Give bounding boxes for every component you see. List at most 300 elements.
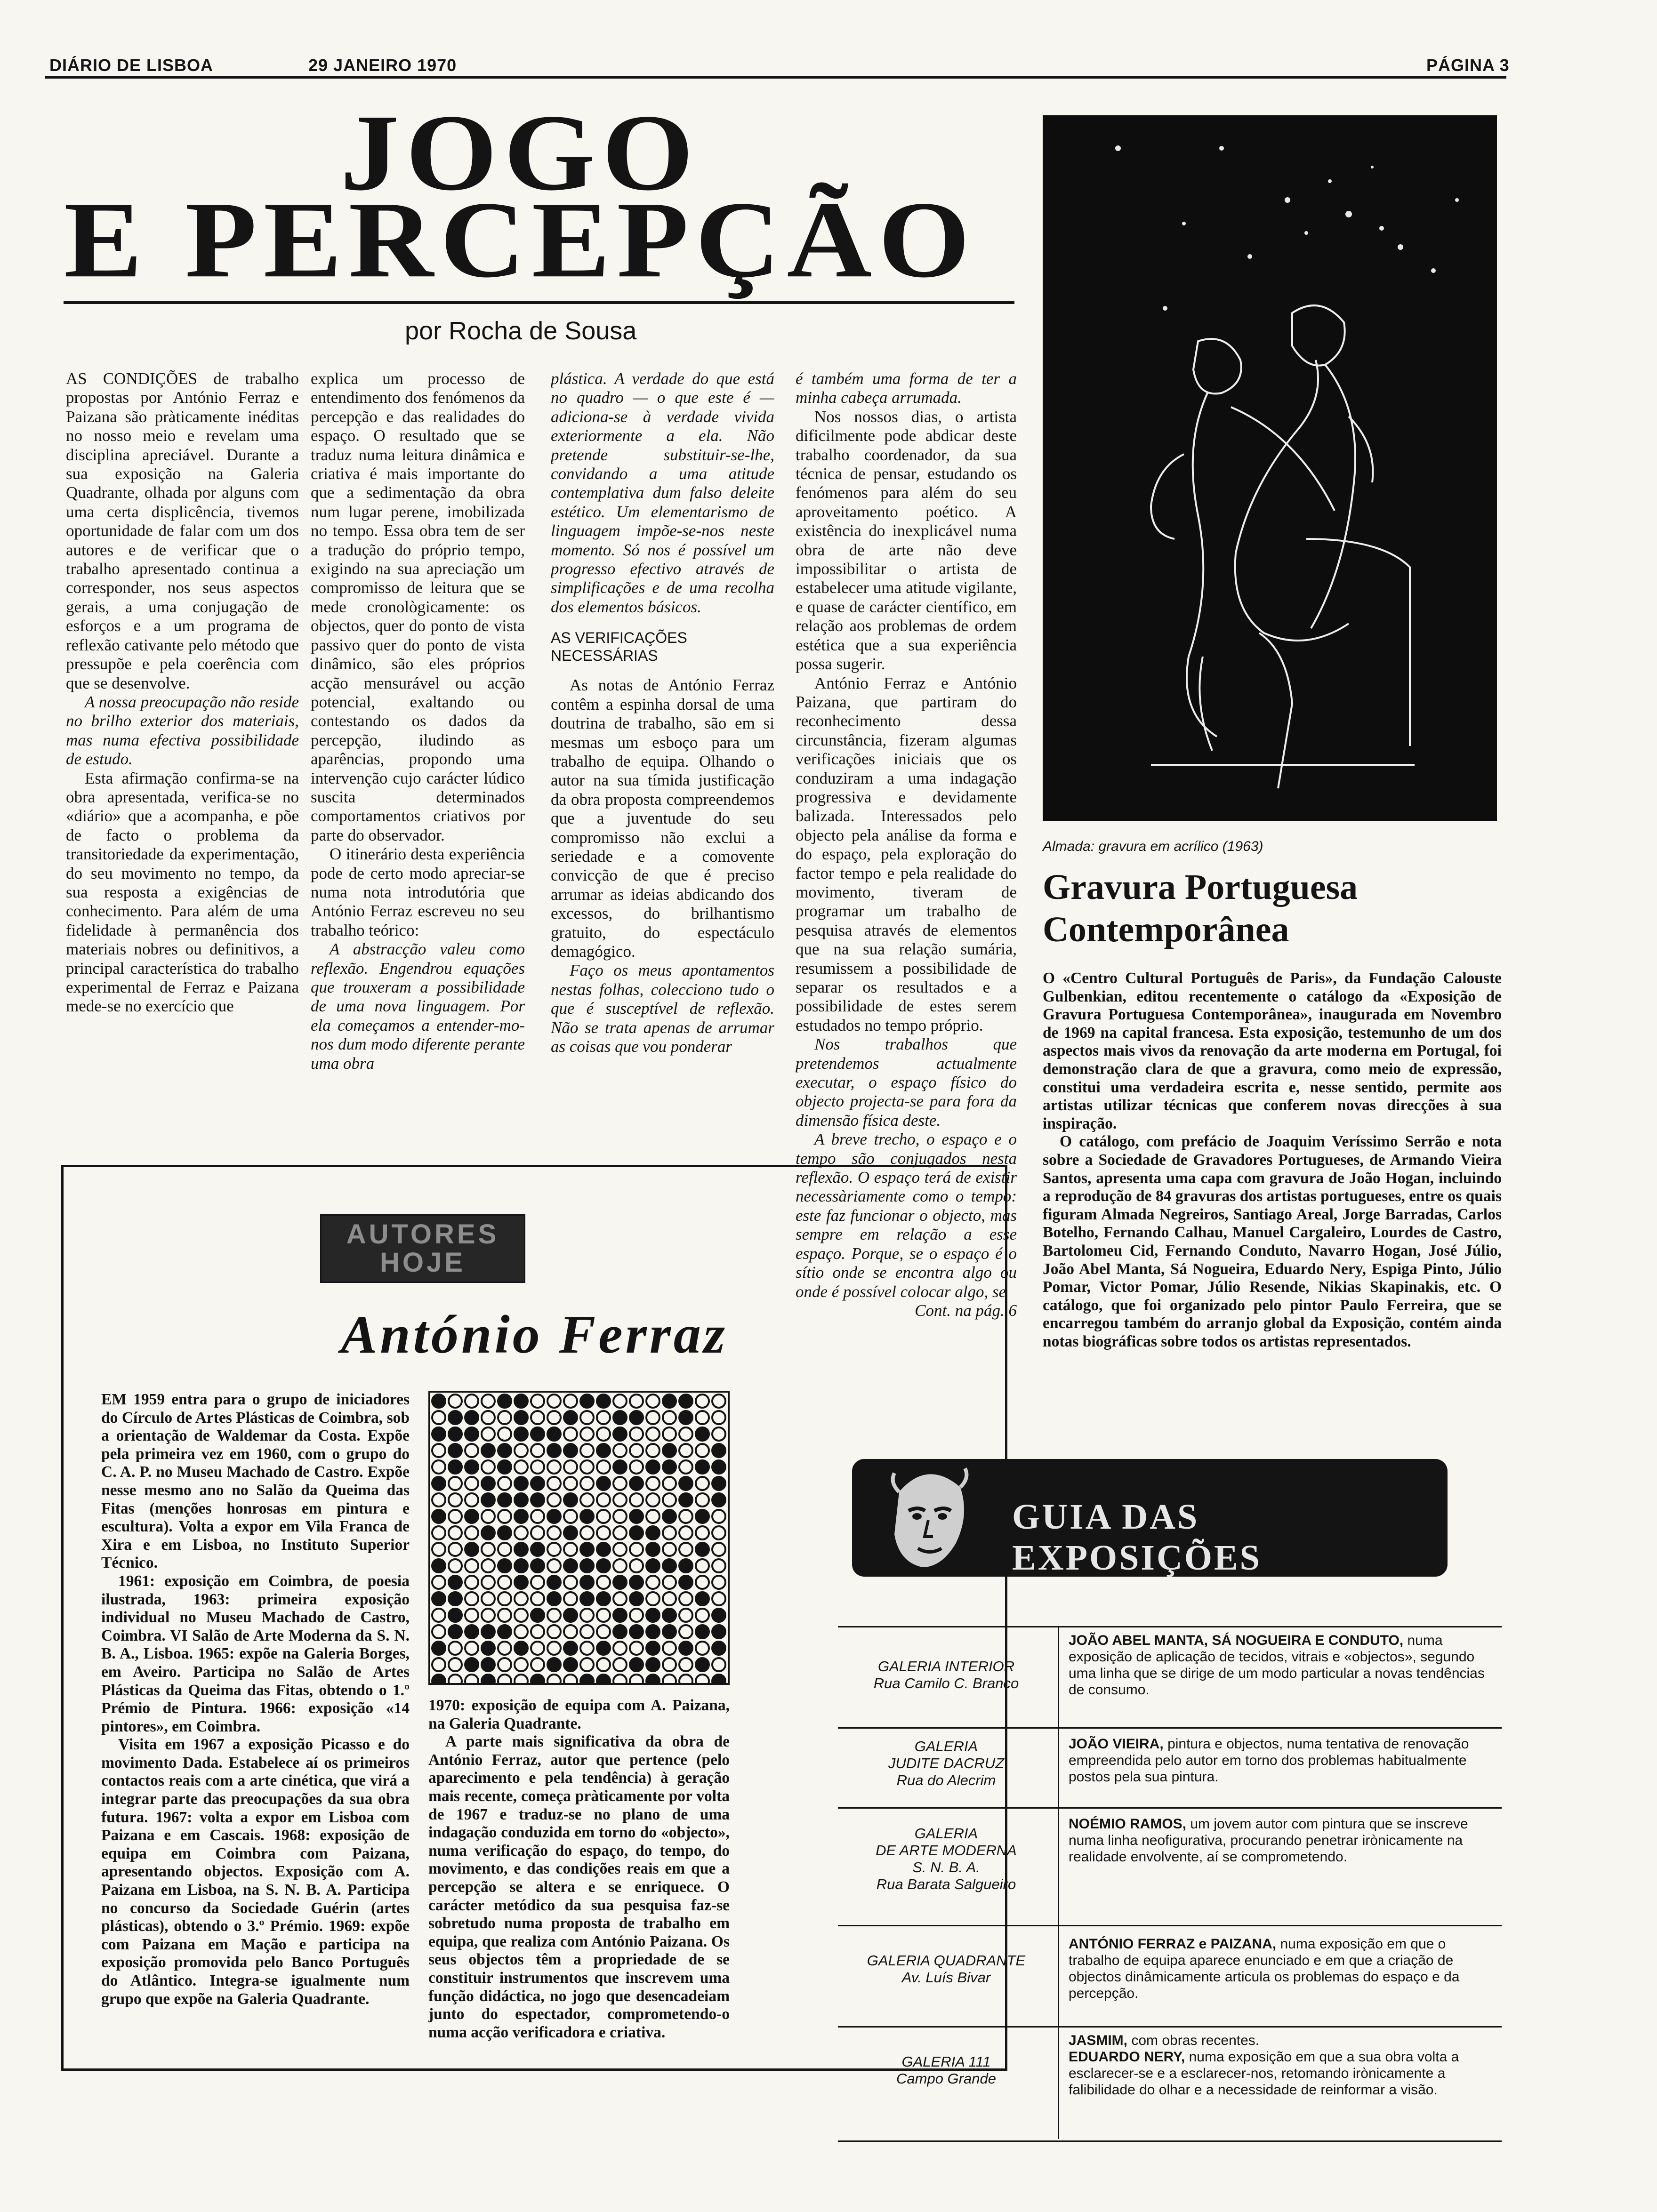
op-art-circle xyxy=(663,1609,676,1622)
op-art-circle xyxy=(531,1642,544,1655)
op-art-circle xyxy=(613,1642,627,1655)
op-art-circle xyxy=(663,1395,676,1408)
op-art-circle xyxy=(712,1460,725,1474)
op-art-circle xyxy=(482,1493,495,1507)
op-art-circle xyxy=(465,1625,478,1638)
op-art-circle xyxy=(531,1444,544,1457)
paragraph: Nos nossos dias, o artista dificilmente pode abdicar deste trabalho coordenador, da sua técnica de pensar, estudando os fenómenos para além do seu aproveitamento poético. A existência do inexplicável numa obra de arte não deve impossibilitar o artista de estabelecer uma atitude vigilante, e quase de carácter científico, em relação aos problemas de ordem estética que a sua experiência possa sugerir. xyxy=(796,407,1017,673)
op-art-circle xyxy=(547,1477,561,1490)
op-art-circle xyxy=(679,1460,692,1474)
op-art-circle xyxy=(597,1477,610,1490)
op-art-circle xyxy=(696,1576,709,1589)
op-art-circle xyxy=(498,1609,511,1622)
op-art-circle xyxy=(630,1642,643,1655)
op-art-circle xyxy=(498,1642,511,1655)
op-art-circle xyxy=(432,1444,445,1457)
op-art-circle xyxy=(712,1477,725,1490)
guia-text: com obras recentes. xyxy=(1131,2033,1260,2048)
op-art-circle xyxy=(547,1592,561,1605)
op-art-circle xyxy=(515,1526,528,1539)
op-art-artwork xyxy=(428,1391,730,1685)
op-art-circle xyxy=(712,1395,725,1408)
op-art-circle xyxy=(630,1510,643,1523)
op-art-circle xyxy=(580,1493,594,1507)
op-art-circle xyxy=(564,1658,577,1671)
op-art-circle xyxy=(498,1411,511,1424)
op-art-circle xyxy=(465,1395,478,1408)
header-rule xyxy=(45,76,1506,79)
paragraph: plástica. A verdade do que está no quadro — o que este é — adiciona-se à verdade vivida exteriormente a ela. Não pretende substituir-se-lhe, convidando a uma atitude contemplativa dum falso deleite estético. Um elementarismo de linguagem impõe-se-nos neste momento. Só nos é possível um progresso efectivo através de simplificações e de uma recolha dos elementos básicos. xyxy=(551,369,774,616)
op-art-circle xyxy=(597,1510,610,1523)
op-art-circle xyxy=(531,1543,544,1556)
op-art-circle xyxy=(712,1609,725,1622)
paragraph: EM 1959 entra para o grupo de iniciadores do Círculo de Artes Plásticas de Coimbra, sob a orientação de Waldemar da Costa. Expõe pela primeira vez em 1960, com o grupo do C. A. P. no Museu Machado de Castro. Expõe nesse mesmo ano no Salão da Queima das Fitas (menções honrosas em pintura e escultura). Volta a expor em Vila Franca de Xira e em Lisboa, no Instituto Superior Técnico. xyxy=(101,1391,410,1572)
op-art-circle xyxy=(712,1411,725,1424)
op-art-circle xyxy=(515,1444,528,1457)
section-subhead: AS VERIFICAÇÕES NECESSÁRIAS xyxy=(551,629,687,665)
op-art-circle xyxy=(432,1395,445,1408)
op-art-circle xyxy=(646,1477,660,1490)
op-art-circle xyxy=(515,1658,528,1671)
op-art-circle xyxy=(597,1526,610,1539)
op-art-circle xyxy=(696,1395,709,1408)
guia-title: GUIA DAS EXPOSIÇÕES xyxy=(1012,1497,1262,1578)
op-art-circle xyxy=(547,1510,561,1523)
op-art-circle xyxy=(679,1559,692,1572)
article-column-3 xyxy=(551,369,774,1146)
paragraph: Visita em 1967 a exposição Picasso e do movimento Dada. Estabelece aí os primeiros contactos reais com a arte cinética, que virá a integrar parte das preocupações da sua obra futura. 1967: volta a expor em Lisboa com Paizana e em Cascais. 1968: exposição de equipa em Coimbra com Paizana, apresentando objectos. Exposição com A. Paizana em Lisboa, na S. N. B. A. Participa no concurso da Sociedade Guérin (artes plásticas), obtendo o 3.º Prémio. 1969: expõe com Paizana em Mação e participa na exposição promovida pelo Banco Português do Atlântico. Integra-se igualmente num grupo que expõe na Galeria Quadrante. xyxy=(101,1736,410,2008)
op-art-circle xyxy=(696,1477,709,1490)
op-art-circle xyxy=(465,1444,478,1457)
paragraph: Nos trabalhos que pretendemos actualmente executar, o espaço físico do objecto projecta-se para fora da dimensão física deste. xyxy=(796,1035,1017,1130)
op-art-circle xyxy=(515,1592,528,1605)
guia-gallery xyxy=(838,1738,1054,1789)
op-art-circle xyxy=(613,1427,627,1441)
op-art-circle xyxy=(597,1395,610,1408)
op-art-circle xyxy=(531,1559,544,1572)
op-art-circle xyxy=(564,1444,577,1457)
op-art-circle xyxy=(515,1493,528,1507)
op-art-circle xyxy=(482,1609,495,1622)
op-art-circle xyxy=(498,1625,511,1638)
gravura-title xyxy=(1043,866,1358,951)
op-art-circle xyxy=(580,1559,594,1572)
op-art-circle xyxy=(482,1576,495,1589)
op-art-circle xyxy=(465,1576,478,1589)
ferraz-name: António Ferraz xyxy=(340,1305,728,1365)
op-art-circle xyxy=(597,1658,610,1671)
op-art-circle xyxy=(498,1658,511,1671)
op-art-circle xyxy=(597,1460,610,1474)
op-art-circle xyxy=(432,1592,445,1605)
op-art-circle xyxy=(547,1642,561,1655)
op-art-circle xyxy=(465,1493,478,1507)
op-art-circle xyxy=(613,1625,627,1638)
op-art-circle xyxy=(498,1395,511,1408)
op-art-circle xyxy=(646,1559,660,1572)
gallery-name: S. N. B. A. xyxy=(912,1859,980,1875)
op-art-circle xyxy=(580,1642,594,1655)
guia-row xyxy=(838,1626,1502,1729)
op-art-circle xyxy=(498,1477,511,1490)
op-art-circle xyxy=(646,1592,660,1605)
op-art-circle xyxy=(663,1427,676,1441)
op-art-circle xyxy=(465,1642,478,1655)
gallery-name: JUDITE DACRUZ xyxy=(888,1755,1005,1771)
sculpted-head-icon xyxy=(880,1464,974,1572)
op-art-circle xyxy=(432,1642,445,1655)
op-art-circle xyxy=(679,1411,692,1424)
op-art-circle xyxy=(712,1510,725,1523)
op-art-circle xyxy=(630,1460,643,1474)
gallery-name: GALERIA QUADRANTE xyxy=(867,1952,1026,1969)
guia-gallery xyxy=(838,2053,1054,2087)
op-art-circle xyxy=(630,1625,643,1638)
op-art-circle xyxy=(712,1444,725,1457)
op-art-circle xyxy=(432,1477,445,1490)
guia-description xyxy=(1069,1936,1492,2002)
op-art-circle xyxy=(580,1411,594,1424)
op-art-circle xyxy=(432,1460,445,1474)
op-art-circle xyxy=(547,1675,561,1683)
op-art-circle xyxy=(630,1427,643,1441)
op-art-circle xyxy=(498,1526,511,1539)
op-art-circle xyxy=(646,1576,660,1589)
op-art-circle xyxy=(613,1526,627,1539)
ferraz-column-1 xyxy=(101,1391,410,2045)
op-art-circle xyxy=(646,1675,660,1683)
op-art-circle xyxy=(498,1493,511,1507)
paragraph: A parte mais significativa da obra de António Ferraz, autor que pertence (pelo aparecimento e pela tendência) à geração mais recente, começa pràticamente por volta de 1967 e traduz-se no plano de uma indagação conduzida em torno do «objecto», numa verificação do espaço, do tempo, do movimento, e das condições reais em que a percepção se altera e se enriquece. O carácter metódico da sua pesquisa faz-se sobretudo numa proposta de trabalho em equipa, que realiza com António Paizana. Os seus objectos têm a propriedade de se constituir instrumentos que inscrevem uma função didáctica, no jogo que desencadeiam junto do espectador, comprometendo-o numa acção verificadora e criativa. xyxy=(428,1733,730,2041)
op-art-circle xyxy=(663,1543,676,1556)
op-art-circle xyxy=(580,1658,594,1671)
op-art-circle xyxy=(580,1625,594,1638)
op-art-circle xyxy=(630,1411,643,1424)
op-art-circle xyxy=(465,1559,478,1572)
op-art-circle xyxy=(547,1559,561,1572)
op-art-circle xyxy=(663,1675,676,1683)
paragraph: O itinerário desta experiência pode de certo modo apreciar-se numa nota introdutória que António Ferraz escreveu no seu trabalho teórico: xyxy=(311,845,525,939)
op-art-circle xyxy=(679,1493,692,1507)
op-art-circle xyxy=(613,1510,627,1523)
op-art-circle xyxy=(597,1576,610,1589)
op-art-circle-grid-icon xyxy=(430,1393,728,1683)
newspaper-name: DIÁRIO DE LISBOA xyxy=(49,56,214,75)
op-art-circle xyxy=(580,1609,594,1622)
op-art-circle xyxy=(630,1493,643,1507)
op-art-circle xyxy=(613,1493,627,1507)
article-column-1 xyxy=(66,369,299,1146)
op-art-circle xyxy=(564,1460,577,1474)
op-art-circle xyxy=(449,1658,462,1671)
paragraph: explica um processo de entendimento dos fenómenos da percepção e das realidades do espaço. O resultado que se traduz numa leitura dinâmica e criativa é mais importante do que a sedimentação da obra num lugar perene, imobilizada no tempo. Essa obra tem de ser a tradução do próprio tempo, exigindo na sua apreciação um compromisso de leitura que se mede cronològicamente: os objectos, quer do ponto de vista passivo quer do ponto de vista dinâmico, são eles próprios acção mensurável ou acção potencial, exaltando ou contestando os dados da percepção, iludindo as aparências, propondo uma intervenção cujo carácter lúdico suscita determinados comportamentos criativos por parte do observador. xyxy=(311,369,525,844)
op-art-circle xyxy=(465,1477,478,1490)
op-art-circle xyxy=(712,1526,725,1539)
op-art-circle xyxy=(712,1625,725,1638)
op-art-circle xyxy=(630,1477,643,1490)
op-art-circle xyxy=(696,1493,709,1507)
op-art-circle xyxy=(663,1642,676,1655)
gallery-address: Rua Barata Salgueiro xyxy=(876,1876,1016,1892)
op-art-circle xyxy=(630,1444,643,1457)
op-art-circle xyxy=(564,1395,577,1408)
op-art-circle xyxy=(547,1609,561,1622)
op-art-circle xyxy=(432,1526,445,1539)
page-number: PÁGINA 3 xyxy=(1426,56,1510,75)
op-art-circle xyxy=(646,1642,660,1655)
op-art-circle xyxy=(515,1510,528,1523)
op-art-circle xyxy=(630,1592,643,1605)
op-art-circle xyxy=(531,1427,544,1441)
op-art-circle xyxy=(531,1526,544,1539)
paragraph: A abstracção valeu como reflexão. Engendrou equações que trouxeram a possibilidade de uma nova linguagem. Por ela começamos a entender-mo-nos dum modo diferente perante uma obra xyxy=(311,940,525,1073)
guia-artist: ANTÓNIO FERRAZ e PAIZANA, xyxy=(1069,1936,1277,1952)
paragraph: Esta afirmação confirma-se na obra apresentada, verifica-se no «diário» que a acompanha, e põe de facto o problema da transitoriedade da experimentação, do seu movimento no tempo, da sua resposta a exigências de conhecimento. Para além de uma fidelidade à permanência dos materiais nobres ou definitivos, a principal característica do trabalho experimental de Ferraz e Paizana mede-se no exercício que xyxy=(66,769,299,1016)
op-art-circle xyxy=(679,1675,692,1683)
op-art-circle xyxy=(564,1642,577,1655)
op-art-circle xyxy=(449,1460,462,1474)
op-art-circle xyxy=(432,1427,445,1441)
op-art-circle xyxy=(613,1395,627,1408)
op-art-circle xyxy=(482,1559,495,1572)
op-art-circle xyxy=(531,1477,544,1490)
op-art-circle xyxy=(515,1642,528,1655)
op-art-circle xyxy=(663,1411,676,1424)
article-title-line1: JOGO xyxy=(340,92,700,214)
op-art-circle xyxy=(432,1675,445,1683)
op-art-circle xyxy=(597,1592,610,1605)
guia-artist: JASMIM, xyxy=(1069,2033,1128,2048)
op-art-circle xyxy=(712,1493,725,1507)
op-art-circle xyxy=(613,1576,627,1589)
op-art-circle xyxy=(449,1675,462,1683)
op-art-circle xyxy=(482,1395,495,1408)
guia-description xyxy=(1069,1632,1492,1698)
op-art-circle xyxy=(515,1559,528,1572)
op-art-circle xyxy=(465,1460,478,1474)
op-art-circle xyxy=(564,1493,577,1507)
op-art-circle xyxy=(646,1493,660,1507)
op-art-circle xyxy=(646,1526,660,1539)
op-art-circle xyxy=(449,1510,462,1523)
op-art-circle xyxy=(580,1675,594,1683)
paragraph: A breve trecho, o espaço e o tempo são conjugados nesta reflexão. O espaço terá de existir necessàriamente como o tempo: este faz funcionar o objecto, mas sempre em relação a esse espaço. Porque, se o espaço é o sítio onde se encontra algo ou onde é possível colocar algo, se xyxy=(796,1130,1017,1301)
op-art-circle xyxy=(630,1559,643,1572)
op-art-circle xyxy=(580,1460,594,1474)
op-art-circle xyxy=(696,1642,709,1655)
op-art-circle xyxy=(547,1543,561,1556)
op-art-circle xyxy=(613,1411,627,1424)
op-art-circle xyxy=(663,1625,676,1638)
op-art-circle xyxy=(531,1658,544,1671)
continued-note: Cont. na pág. 6 xyxy=(915,1301,1017,1320)
op-art-circle xyxy=(449,1493,462,1507)
paragraph: Faço os meus apontamentos nestas folhas, colecciono tudo o que é susceptível de reflexão. Não se trata apenas de arrumar as coisas que vou ponderar xyxy=(551,961,774,1056)
op-art-circle xyxy=(646,1609,660,1622)
op-art-circle xyxy=(449,1427,462,1441)
op-art-circle xyxy=(564,1609,577,1622)
op-art-circle xyxy=(679,1526,692,1539)
op-art-circle xyxy=(646,1427,660,1441)
guia-text: numa exposição em que a sua obra volta a esclarecer-se e a esclarecer-nos, retomando irònicamente a falibilidade do olhar e a necessidade de reinformar a visão. xyxy=(1069,2049,1459,2098)
op-art-circle xyxy=(449,1576,462,1589)
article-column-2 xyxy=(311,369,525,1146)
op-art-circle xyxy=(547,1444,561,1457)
op-art-circle xyxy=(465,1526,478,1539)
op-art-circle xyxy=(613,1559,627,1572)
op-art-circle xyxy=(564,1427,577,1441)
op-art-circle xyxy=(679,1576,692,1589)
op-art-circle xyxy=(564,1543,577,1556)
op-art-circle xyxy=(580,1543,594,1556)
gallery-address: Av. Luís Bivar xyxy=(901,1969,991,1986)
guia-row xyxy=(838,1807,1502,1926)
guia-row xyxy=(838,1925,1502,2028)
op-art-circle xyxy=(465,1427,478,1441)
guia-table xyxy=(838,1626,1502,2139)
op-art-circle xyxy=(712,1427,725,1441)
title-rule xyxy=(64,301,1014,304)
op-art-circle xyxy=(531,1592,544,1605)
gallery-name: DE ARTE MODERNA xyxy=(876,1842,1017,1859)
op-art-circle xyxy=(597,1625,610,1638)
paragraph: António Ferraz e António Paizana, que partiram do reconhecimento dessa circunstância, fizeram algumas verificações iniciais que os conduziram a uma indagação progressiva e devidamente balizada. Interessados pelo objecto pela análise da forma e do espaço, pela exploração do factor tempo e pela realidade do movimento, tiveram de programar um trabalho de pesquisa através de elementos que na sua relação sumária, resumissem a possibilidade de separar os resultados e a possibilidade de estes serem estudados no tempo próprio. xyxy=(796,673,1017,1034)
op-art-circle xyxy=(465,1658,478,1671)
guia-text: um jovem autor com pintura que se inscreve numa linha neofigurativa, procurando penetrar irònicamente na realidade envolvente, aí se comprometendo. xyxy=(1069,1816,1468,1865)
byline: por Rocha de Sousa xyxy=(405,317,637,345)
article-title-line2: E PERCEPÇÃO xyxy=(64,179,977,301)
op-art-circle xyxy=(613,1444,627,1457)
gallery-address: Campo Grande xyxy=(896,2070,996,2087)
op-art-circle xyxy=(646,1625,660,1638)
op-art-circle xyxy=(613,1460,627,1474)
op-art-circle xyxy=(564,1477,577,1490)
op-art-circle xyxy=(432,1543,445,1556)
op-art-circle xyxy=(564,1559,577,1572)
op-art-circle xyxy=(580,1526,594,1539)
op-art-circle xyxy=(547,1427,561,1441)
op-art-circle xyxy=(663,1493,676,1507)
op-art-circle xyxy=(465,1609,478,1622)
paragraph: 1970: exposição de equipa com A. Paizana, na Galeria Quadrante. xyxy=(428,1697,730,1732)
op-art-circle xyxy=(597,1444,610,1457)
op-art-circle xyxy=(515,1543,528,1556)
op-art-circle xyxy=(580,1427,594,1441)
op-art-circle xyxy=(515,1609,528,1622)
op-art-circle xyxy=(679,1427,692,1441)
op-art-circle xyxy=(498,1543,511,1556)
op-art-circle xyxy=(449,1609,462,1622)
op-art-circle xyxy=(498,1444,511,1457)
op-art-circle xyxy=(630,1526,643,1539)
guia-gallery xyxy=(838,1658,1054,1692)
op-art-circle xyxy=(679,1477,692,1490)
op-art-circle xyxy=(547,1658,561,1671)
op-art-circle xyxy=(515,1625,528,1638)
op-art-circle xyxy=(597,1411,610,1424)
op-art-circle xyxy=(663,1592,676,1605)
op-art-circle xyxy=(498,1559,511,1572)
op-art-circle xyxy=(547,1526,561,1539)
guia-text: numa exposição em que o trabalho de equipa aparece enunciado e em que a criação de objectos dinâmicamente articula os problemas do espaço e da percepção. xyxy=(1069,1936,1460,2001)
guia-gallery xyxy=(838,1952,1054,1986)
gallery-address: Rua do Alecrim xyxy=(896,1772,996,1788)
op-art-circle xyxy=(696,1592,709,1605)
op-art-circle xyxy=(482,1427,495,1441)
op-art-circle xyxy=(531,1411,544,1424)
guia-text: pintura e objectos, numa tentativa de renovação empreendida pelo autor em torno dos problemas habitualmente postos pela sua pintura. xyxy=(1069,1736,1469,1785)
guia-description xyxy=(1069,2032,1492,2098)
op-art-circle xyxy=(531,1510,544,1523)
op-art-circle xyxy=(482,1444,495,1457)
op-art-circle xyxy=(696,1658,709,1671)
op-art-circle xyxy=(432,1493,445,1507)
op-art-circle xyxy=(696,1427,709,1441)
op-art-circle xyxy=(696,1526,709,1539)
gallery-address: Rua Camilo C. Branco xyxy=(873,1675,1019,1691)
paragraph: O «Centro Cultural Português de Paris», da Fundação Calouste Gulbenkian, editou recentemente o catálogo da «Exposição de Gravura Portuguesa Contemporânea», inaugurada em Novembro de 1969 na capital francesa. Esta exposição, testemunho de um dos aspectos mais vivos da renovação da arte moderna em Portugal, foi demonstração clara de que a gravura, como meio de expressão, constitui uma verdadeira escrita e, nesse sentido, permite aos artistas utilizar técnicas que conferem novas direcções à sua inspiração. xyxy=(1043,970,1502,1132)
op-art-circle xyxy=(564,1510,577,1523)
op-art-circle xyxy=(482,1526,495,1539)
op-art-circle xyxy=(547,1460,561,1474)
op-art-circle xyxy=(646,1543,660,1556)
op-art-circle xyxy=(547,1395,561,1408)
op-art-circle xyxy=(679,1609,692,1622)
op-art-circle xyxy=(482,1592,495,1605)
op-art-circle xyxy=(663,1559,676,1572)
op-art-circle xyxy=(630,1395,643,1408)
op-art-circle xyxy=(449,1592,462,1605)
op-art-circle xyxy=(531,1675,544,1683)
op-art-circle xyxy=(498,1460,511,1474)
op-art-circle xyxy=(531,1395,544,1408)
op-art-circle xyxy=(696,1625,709,1638)
op-art-circle xyxy=(696,1675,709,1683)
guia-artist: EDUARDO NERY, xyxy=(1069,2049,1185,2065)
op-art-circle xyxy=(663,1658,676,1671)
op-art-circle xyxy=(515,1477,528,1490)
guia-row xyxy=(838,1727,1502,1809)
op-art-circle xyxy=(696,1609,709,1622)
op-art-circle xyxy=(515,1675,528,1683)
op-art-circle xyxy=(482,1543,495,1556)
op-art-circle xyxy=(482,1625,495,1638)
op-art-circle xyxy=(498,1592,511,1605)
kicker-text: AUTORES HOJE xyxy=(346,1219,499,1278)
almada-engraving xyxy=(1043,115,1497,821)
guia-artist: NOÉMIO RAMOS, xyxy=(1069,1816,1187,1832)
op-art-circle xyxy=(613,1675,627,1683)
op-art-circle xyxy=(580,1592,594,1605)
op-art-circle xyxy=(564,1526,577,1539)
op-art-circle xyxy=(449,1477,462,1490)
op-art-circle xyxy=(465,1510,478,1523)
op-art-circle xyxy=(465,1675,478,1683)
op-art-circle xyxy=(564,1411,577,1424)
op-art-circle xyxy=(712,1592,725,1605)
op-art-circle xyxy=(663,1526,676,1539)
op-art-circle xyxy=(679,1444,692,1457)
op-art-circle xyxy=(465,1592,478,1605)
op-art-circle xyxy=(515,1460,528,1474)
gallery-name: GALERIA xyxy=(914,1738,978,1755)
op-art-circle xyxy=(679,1395,692,1408)
paragraph: O catálogo, com prefácio de Joaquim Veríssimo Serrão e nota sobre a Sociedade de Gravadores Portugueses, de Armando Vieira Santos, apresenta uma capa com gravura de João Hogan, incluindo a reprodução de 84 gravuras dos artistas portugueses, entre os quais figuram Almada Negreiros, Santiago Areal, Jorge Barradas, Carlos Botelho, Fernando Calhau, Manuel Cargaleiro, Lourdes de Castro, Bartolomeu Cid, Fernando Conduto, Navarro Hogan, José Júlio, João Abel Manta, Sá Nogueira, Eduardo Nery, Espiga Pinto, Júlio Pomar, Victor Pomar, Júlio Resende, Nikias Skapinakis, etc. O catálogo, que foi organizado pelo pintor Paulo Ferreira, que se encarregou também do arranjo global da Exposição, contém ainda notas biográficas sobre todos os artistas representados. xyxy=(1043,1133,1502,1350)
op-art-circle xyxy=(515,1411,528,1424)
op-art-circle xyxy=(663,1477,676,1490)
op-art-circle xyxy=(498,1675,511,1683)
gravura-title-line2: Contemporânea xyxy=(1043,910,1289,949)
